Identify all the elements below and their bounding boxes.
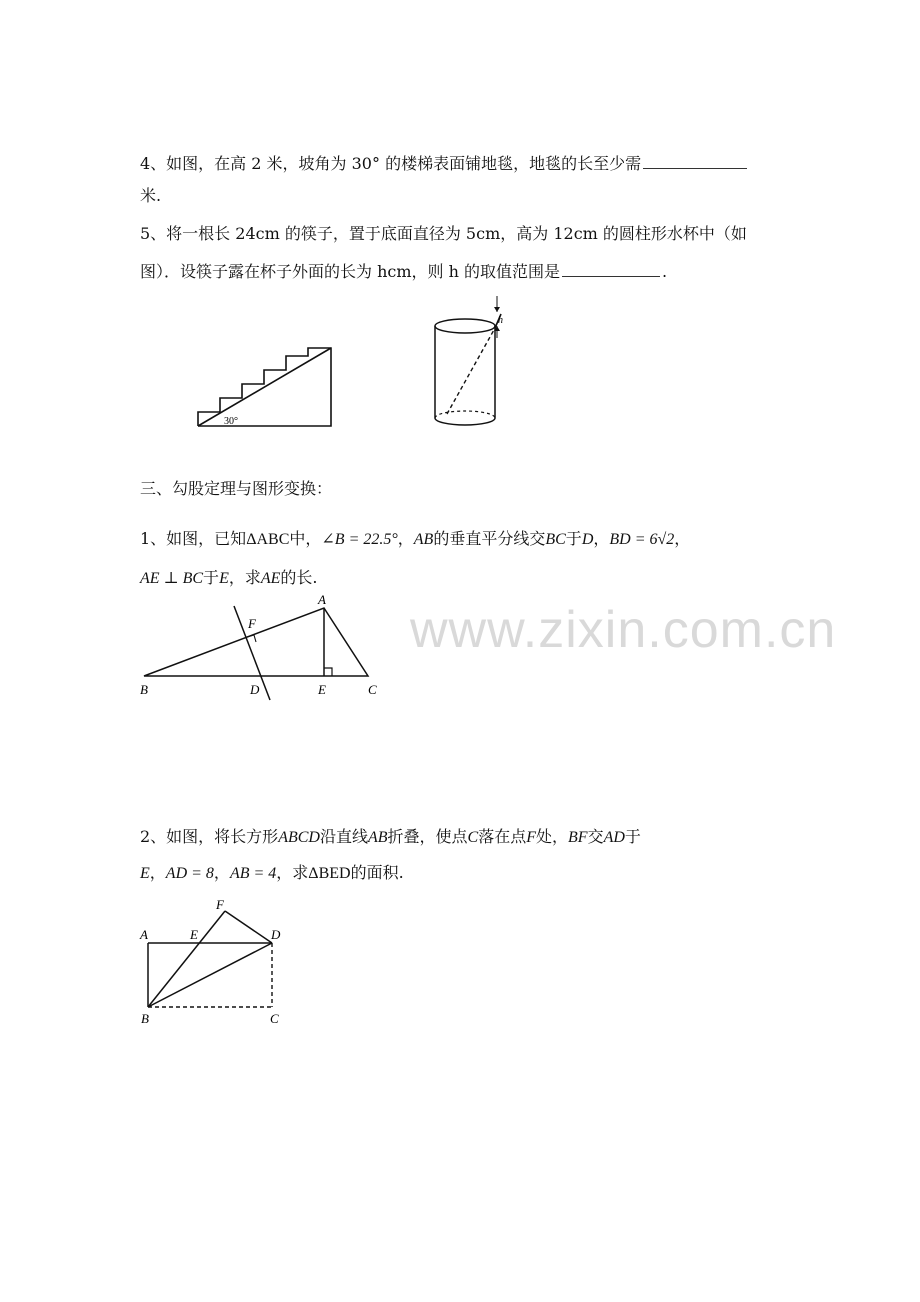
section-3-heading-text: 三、勾股定理与图形变换： [140,479,333,498]
p1-mid5: ， [593,529,610,548]
label-e: E [318,682,326,697]
p2-mid2: 折叠，使点 [387,827,468,846]
label-f: F [248,616,256,631]
triangle-figure [130,590,390,705]
question-5-end: . [662,262,668,281]
h-label: h [498,315,503,326]
folded-fd [225,911,272,943]
question-4-line-1 [140,152,749,175]
p1-d: D [581,531,594,548]
label-a: A [318,592,326,607]
label-a2: A [140,927,148,942]
p1-prefix: 1、如图，已知 [140,529,247,548]
p2-abcd: ABCD [278,829,320,846]
problem-2-line-2 [140,862,404,885]
p2-mid5: 交 [587,827,604,846]
p2-comma: ， [213,863,230,882]
cylinder-bottom-back [435,411,495,418]
p2-line2-mid2: ，求 [276,863,309,882]
fold-figure [130,895,300,1035]
p2-line2-mid: ， [149,863,166,882]
p1-bc: BC [545,531,566,548]
p1-ab: AB [413,531,434,548]
section-3-heading [140,478,332,500]
question-5-text-2: 图）．设筷子露在杯子外面的长为 hcm，则 h 的取值范围是 [140,262,561,281]
answer-blank-4[interactable] [643,152,747,169]
stairs-slope [198,348,331,426]
label-c: C [368,682,377,697]
p1-angle: ∠B = 22.5° [321,531,398,548]
p1-ae: AE [260,570,281,587]
p2-ad: AD [603,829,625,846]
label-d2: D [271,927,281,942]
label-c2: C [270,1011,279,1026]
cylinder-bottom [435,418,495,425]
p1-mid1: 中， [289,529,322,548]
p1-line2-end: 的长. [280,568,318,587]
problem-1-line-2 [140,567,318,590]
p2-line2-end: 的面积. [350,863,404,882]
question-4-unit: 米. [140,186,162,205]
label-b2: B [141,1011,149,1026]
right-angle-f [247,635,256,642]
question-5-line-2 [140,260,667,283]
p2-ad-value: AD = 8 [165,865,214,882]
chopstick-inside [447,328,495,414]
p1-line2-mid: 于 [203,568,220,587]
p2-ab: AB [367,829,388,846]
diagonal-bd [148,943,272,1007]
p2-line1-end: 于 [624,827,641,846]
watermark: www.zixin.com.cn [410,601,837,659]
p1-end: ， [674,529,691,548]
p1-e: E [219,570,229,587]
stairs-figure [190,340,340,435]
label-b: B [140,682,148,697]
folded-bf [148,911,225,1007]
h-arrowhead-top [494,307,500,312]
p2-c: C [467,829,479,846]
p1-ae-perp: AE ⊥ BC [140,570,204,587]
label-f2: F [216,897,224,912]
question-4-text: 4、如图，在高 2 米，坡角为 30° 的楼梯表面铺地毯，地毯的长至少需 [140,154,642,173]
p2-f: F [526,829,537,846]
cylinder-figure [425,290,515,435]
p1-bd: BD = 6√2 [609,531,675,548]
p2-mid3: 落在点 [478,827,527,846]
problem-1-line-1 [140,528,690,551]
p2-ab-value: AB = 4 [229,865,277,882]
p2-mid4: 处， [536,827,569,846]
cylinder-top [435,319,495,333]
p1-mid3: 的垂直平分线交 [433,529,546,548]
label-e2: E [190,927,198,942]
p2-e: E [140,865,150,882]
label-d: D [250,682,260,697]
question-4-line-2 [140,185,161,207]
question-5-line-1 [140,223,747,245]
p1-mid2: ， [397,529,414,548]
p1-line2-mid2: ，求 [228,568,261,587]
question-5-text-1: 5、将一根长 24cm 的筷子，置于底面直径为 5cm，高为 12cm 的圆柱形水杯中（如 [140,224,747,243]
p2-bf: BF [568,829,588,846]
p1-mid4: 于 [565,529,582,548]
p2-mid: 沿直线 [319,827,368,846]
p1-triangle: ΔABC [246,531,290,548]
right-angle-e [324,668,332,676]
p2-prefix: 2、如图，将长方形 [140,827,279,846]
p2-triangle-bed: ΔBED [308,865,351,882]
answer-blank-5[interactable] [562,260,660,277]
stairs-angle-label: 30° [224,416,238,427]
problem-2-line-1 [140,826,641,849]
